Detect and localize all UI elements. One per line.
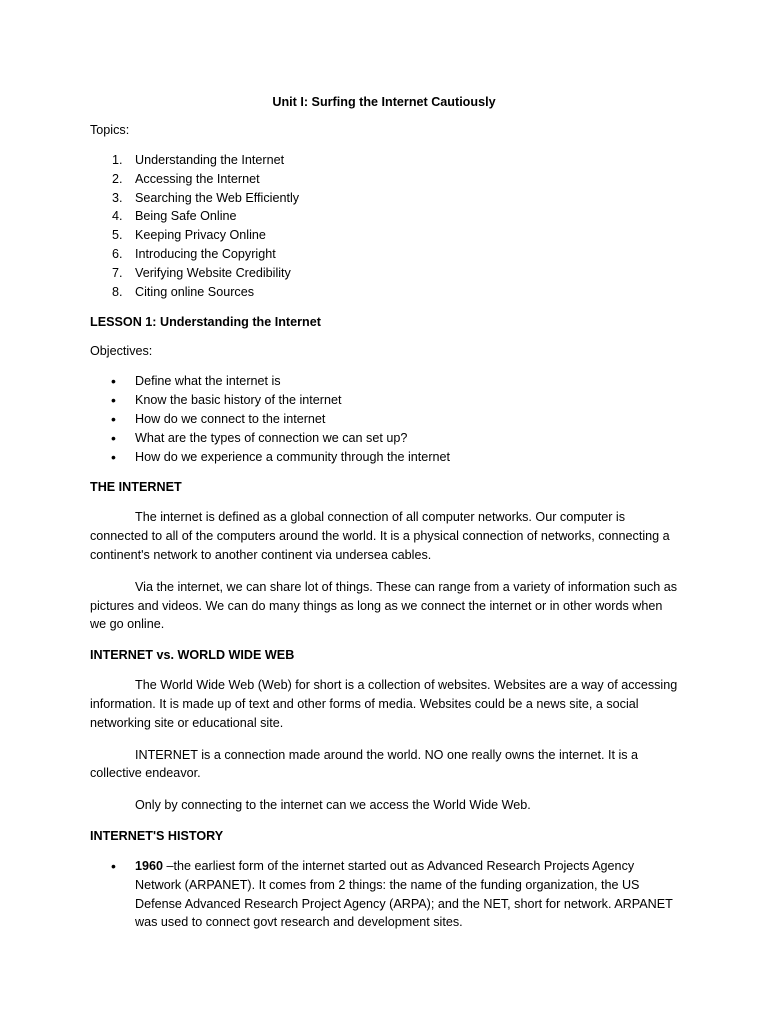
- list-item-text: Being Safe Online: [135, 209, 237, 224]
- paragraph: Via the internet, we can share lot of things. These can range from a variety of information such as pictures and videos. We can do many things as long as we connect the internet or in other words when we go online.: [90, 579, 678, 632]
- list-item: [90, 410, 678, 429]
- list-item: [90, 264, 678, 283]
- list-item: [90, 189, 678, 208]
- list-item-text: Introducing the Copyright: [135, 246, 276, 261]
- list-number: 6.: [112, 246, 123, 261]
- list-number: 4.: [112, 209, 123, 224]
- bullet-icon: •: [111, 392, 116, 409]
- bullet-icon: •: [111, 410, 116, 427]
- list-item: [90, 283, 678, 302]
- objectives-label: Objectives:: [90, 344, 153, 359]
- list-item-text: What are the types of connection we can set up?: [135, 430, 408, 445]
- history-heading: INTERNET'S HISTORY: [90, 828, 224, 843]
- list-item: [90, 245, 678, 264]
- paragraph: The internet is defined as a global connection of all computer networks. Our computer is connected to all of the computers around the world. It is a physical connection of networks, connecting a continent's network to another continent via undersea cables.: [90, 510, 670, 562]
- list-item: [90, 372, 678, 391]
- bullet-icon: •: [111, 429, 116, 446]
- paragraph: Only by connecting to the internet can we access the World Wide Web.: [135, 798, 531, 813]
- history-list: [90, 857, 678, 932]
- document-page: [90, 94, 678, 932]
- list-item: [90, 207, 678, 226]
- list-number: 5.: [112, 228, 123, 243]
- list-item-text: Know the basic history of the internet: [135, 393, 342, 408]
- list-item-text: How do we experience a community through the internet: [135, 449, 451, 464]
- history-year: 1960: [135, 858, 164, 873]
- list-item: [90, 429, 678, 448]
- list-item: [90, 391, 678, 410]
- list-item: [90, 226, 678, 245]
- history-text: –the earliest form of the internet started out as Advanced Research Projects Agency Network (ARPANET). It comes from 2 things: the name of the funding organization, the US Defense Advanced Research Project Agency (ARPA); and the NET, short for network. ARPANET was used to connect govt research and development sites.: [135, 858, 673, 930]
- topics-list: [90, 151, 678, 301]
- list-item: [90, 857, 678, 932]
- list-item: [90, 448, 678, 467]
- list-item-text: Keeping Privacy Online: [135, 228, 266, 243]
- document-title: Unit I: Surfing the Internet Cautiously: [272, 95, 496, 109]
- list-item: [90, 151, 678, 170]
- paragraph: INTERNET is a connection made around the world. NO one really owns the internet. It is a collective endeavor.: [90, 747, 639, 781]
- list-number: 8.: [112, 284, 123, 299]
- www-heading: INTERNET vs. WORLD WIDE WEB: [90, 648, 295, 663]
- topics-label: Topics:: [90, 123, 130, 137]
- list-item-text: Citing online Sources: [135, 284, 255, 299]
- internet-heading: THE INTERNET: [90, 480, 182, 495]
- list-item-text: Accessing the Internet: [135, 171, 260, 186]
- objectives-list: [90, 372, 678, 466]
- list-item-text: Searching the Web Efficiently: [135, 190, 300, 205]
- bullet-icon: •: [111, 448, 116, 465]
- list-item-text: Verifying Website Credibility: [135, 265, 291, 280]
- list-number: 7.: [112, 265, 123, 280]
- list-item-text: Define what the internet is: [135, 374, 281, 389]
- list-item-text: Understanding the Internet: [135, 153, 285, 167]
- lesson-heading: LESSON 1: Understanding the Internet: [90, 315, 321, 330]
- list-item-text: How do we connect to the internet: [135, 411, 326, 426]
- paragraph: The World Wide Web (Web) for short is a collection of websites. Websites are a way of accessing information. It is made up of text and other forms of media. Websites could be a news site, a social networking site or educational site.: [90, 678, 678, 730]
- list-number: 2.: [112, 171, 123, 186]
- bullet-icon: •: [111, 373, 116, 390]
- list-number: 3.: [112, 190, 123, 205]
- list-item: [90, 170, 678, 189]
- bullet-icon: •: [111, 857, 116, 874]
- list-number: 1.: [112, 153, 123, 167]
